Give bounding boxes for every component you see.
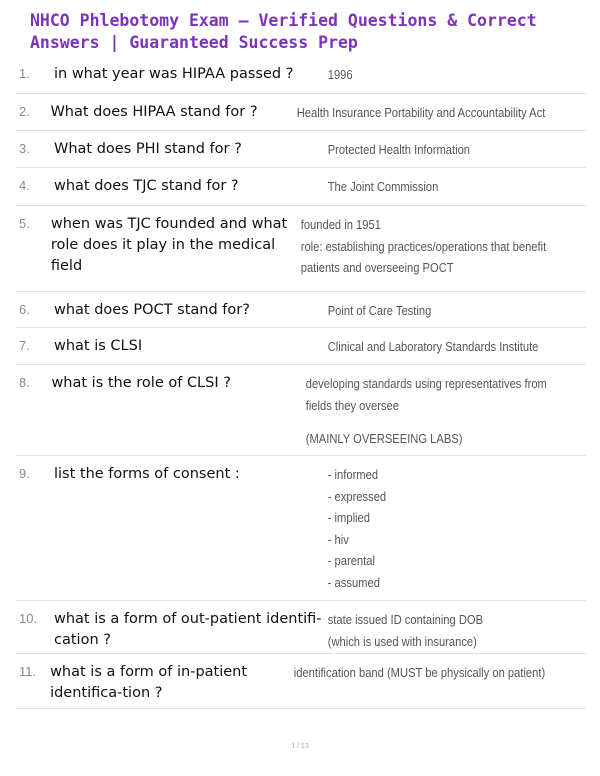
qa-list bbox=[16, 56, 586, 709]
answer-line: (MAINLY OVERSEEING LABS) bbox=[305, 431, 463, 446]
question-text: what does POCT stand for? bbox=[54, 302, 250, 318]
answer-line: - hiv bbox=[327, 531, 349, 547]
answer-line: - parental bbox=[327, 553, 375, 568]
question-text: What does HIPAA stand for ? bbox=[50, 104, 258, 120]
qa-row bbox=[16, 654, 586, 709]
item-number: 1. bbox=[19, 66, 30, 81]
answer-line: Clinical and Laboratory Standards Institute bbox=[327, 339, 539, 354]
item-number: 2. bbox=[19, 104, 30, 119]
question-text: in what year was HIPAA passed ? bbox=[54, 66, 294, 82]
qa-row bbox=[16, 601, 586, 654]
answer-line: founded in 1951 bbox=[300, 217, 381, 232]
answer-line: Point of Care Testing bbox=[327, 303, 432, 318]
answer-text bbox=[326, 139, 550, 167]
item-number: 6. bbox=[19, 302, 30, 317]
answer-line: developing standards using representatives from bbox=[305, 376, 547, 391]
question-text: what is a form of out-patient identifi-cation ? bbox=[54, 611, 322, 648]
answer-line: - informed bbox=[327, 467, 379, 482]
question-text: What does PHI stand for ? bbox=[54, 141, 242, 157]
answer-text bbox=[326, 336, 550, 364]
item-number: 4. bbox=[19, 178, 30, 193]
qa-row bbox=[16, 328, 586, 365]
item-number: 10. bbox=[19, 611, 38, 626]
answer-line: role: establishing practices/operations that benefit bbox=[300, 238, 546, 254]
qa-row bbox=[16, 168, 586, 206]
answer-line: patients and overseeing POCT bbox=[300, 260, 454, 275]
page-indicator: 1 / 13 bbox=[291, 743, 309, 750]
item-number: 3. bbox=[19, 141, 30, 156]
answer-text bbox=[326, 64, 550, 93]
document-title: NHCO Phlebotomy Exam – Verified Questions & Correct Answers | Guaranteed Success Prep bbox=[30, 11, 537, 52]
answer-line: state issued ID containing DOB bbox=[327, 612, 484, 627]
answer-line: - implied bbox=[327, 510, 370, 525]
answer-line: 1996 bbox=[327, 67, 353, 82]
answer-text bbox=[299, 214, 546, 291]
answer-text bbox=[326, 609, 550, 653]
answer-line: fields they oversee bbox=[305, 397, 399, 413]
question-text: what does TJC stand for ? bbox=[54, 178, 239, 194]
question-text: list the forms of consent : bbox=[54, 466, 240, 482]
answer-line: Protected Health Information bbox=[327, 142, 471, 157]
item-number: 9. bbox=[19, 466, 30, 481]
qa-row bbox=[16, 206, 586, 292]
answer-text bbox=[326, 464, 550, 600]
qa-row bbox=[16, 365, 586, 456]
answer-text bbox=[304, 373, 547, 455]
answer-line: The Joint Commission bbox=[327, 179, 439, 194]
item-number: 8. bbox=[19, 375, 30, 390]
question-text: what is a form of in-patient identifica-tion ? bbox=[50, 664, 248, 701]
answer-text bbox=[292, 662, 545, 708]
answer-text bbox=[326, 300, 550, 327]
item-number: 7. bbox=[19, 338, 30, 353]
answer-text bbox=[326, 176, 550, 205]
qa-row bbox=[16, 94, 586, 131]
answer-line: Health Insurance Portability and Accountability Act bbox=[296, 105, 546, 120]
question-text: what is the role of CLSI ? bbox=[51, 375, 231, 391]
answer-text bbox=[295, 102, 545, 130]
answer-line: identification band (MUST be physically on patient) bbox=[293, 665, 545, 680]
answer-line: - expressed bbox=[327, 488, 387, 504]
question-text: when was TJC founded and what role does it play in the medical field bbox=[50, 216, 288, 274]
question-text: what is CLSI bbox=[54, 338, 143, 354]
qa-row bbox=[16, 292, 586, 328]
qa-row bbox=[16, 131, 586, 168]
item-number: 11. bbox=[19, 664, 37, 679]
qa-row bbox=[16, 456, 586, 601]
answer-spacer bbox=[305, 416, 546, 428]
qa-row bbox=[16, 56, 586, 94]
answer-line: - assumed bbox=[327, 574, 380, 590]
answer-line: (which is used with insurance) bbox=[327, 633, 477, 649]
item-number: 5. bbox=[19, 216, 30, 231]
